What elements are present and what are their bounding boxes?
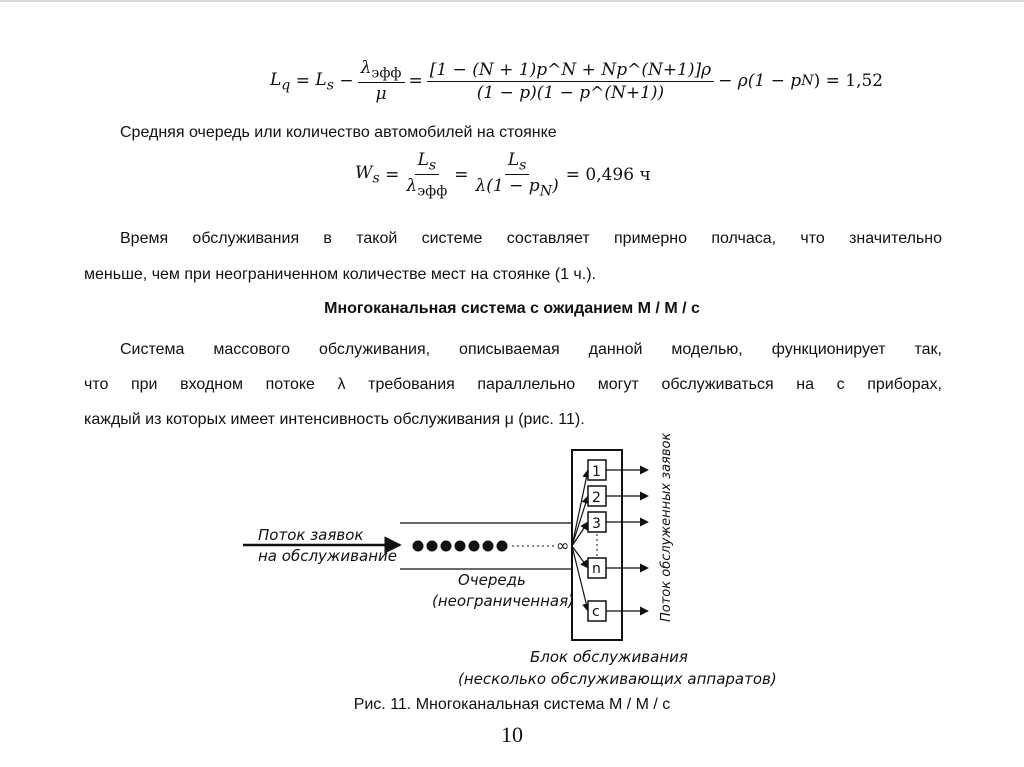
queue-label-2: (неограниченная) (432, 592, 574, 610)
block-label-1: Блок обслуживания (530, 648, 688, 666)
infinity-symbol: ∞ (556, 536, 570, 555)
server-n (588, 558, 606, 578)
section-heading: Многоканальная система с ожиданием M / M / c (324, 300, 700, 317)
server-c (588, 601, 606, 621)
svg-text:2: 2 (592, 490, 601, 506)
server-3 (588, 512, 606, 532)
figure-caption: Рис. 11. Многоканальная система M / M / c (353, 696, 671, 713)
page-number: 10 (501, 722, 523, 747)
paragraph-1-line-1: Время обслуживания в такой системе составляет примерно полчаса, что значительно (120, 230, 942, 247)
svg-text:1: 1 (592, 464, 601, 480)
server-1 (588, 460, 606, 480)
ls-symbol: $L_s$ (315, 69, 334, 93)
lq-symbol: $L_q$ (270, 69, 291, 93)
server-2 (588, 486, 606, 506)
formula-lq: $L_q$ = $L_s$ − $\frac{\lambda_{эфф}}{\mu}$ = $\frac{[1 - (N + 1)p\^{}N + Np\^{}(N+1)]\rho}{(1 - p)(1 - p\^{}(N+1))}$ − ρ(1 − p N ) = 1,52 (270, 58, 884, 105)
output-label: Поток обслуженных заявок (659, 432, 674, 622)
paragraph-2-line-3: каждый из которых имеет интенсивность обслуживания μ (рис. 11). (84, 411, 585, 428)
formula-ws: $W_s$ = $\frac{L_s}{\lambda_{эфф}}$ = $\frac{L_s}{\lambda(1 - p_N)}$ = 0,496 ч (355, 150, 651, 200)
queue-label-1: Очередь (458, 571, 526, 589)
paragraph-1-line-2: меньше, чем при неограниченном количестве мест на стоянке (1 ч.). (84, 266, 596, 283)
output-arrows (606, 470, 648, 611)
main-fraction: $\frac{[1 - (N + 1)p\^{}N + Np\^{}(N+1)]\rho}{(1 - p)(1 - p\^{}(N+1))}$ (427, 60, 714, 103)
input-label-2: на обслуживание (258, 547, 397, 565)
paragraph-2-line-1: Система массового обслуживания, описываемая данной моделью, функционирует так, (120, 341, 942, 358)
paragraph-2-line-2: что при входном потоке λ требования параллельно могут обслуживаться на с приборах, (84, 376, 942, 393)
ls-over-lambda-pn-fraction: $\frac{L_s}{\lambda(1 - p_N)}$ (475, 150, 559, 200)
fan-lines (572, 470, 588, 611)
svg-text:c: c (592, 604, 600, 620)
ls-over-lambda-fraction: $\frac{L_s}{\lambda_{эфф}}$ (406, 150, 448, 200)
input-label-1: Поток заявок (258, 526, 364, 544)
svg-text:3: 3 (592, 516, 601, 532)
lambda-over-mu-fraction: $\frac{\lambda_{эфф}}{\mu}$ (358, 58, 405, 104)
block-label-2: (несколько обслуживающих аппаратов) (458, 670, 777, 688)
svg-text:n: n (592, 561, 601, 577)
avg-queue-text: Средняя очередь или количество автомобилей на стоянке (120, 124, 557, 141)
queue-requests (413, 541, 508, 552)
